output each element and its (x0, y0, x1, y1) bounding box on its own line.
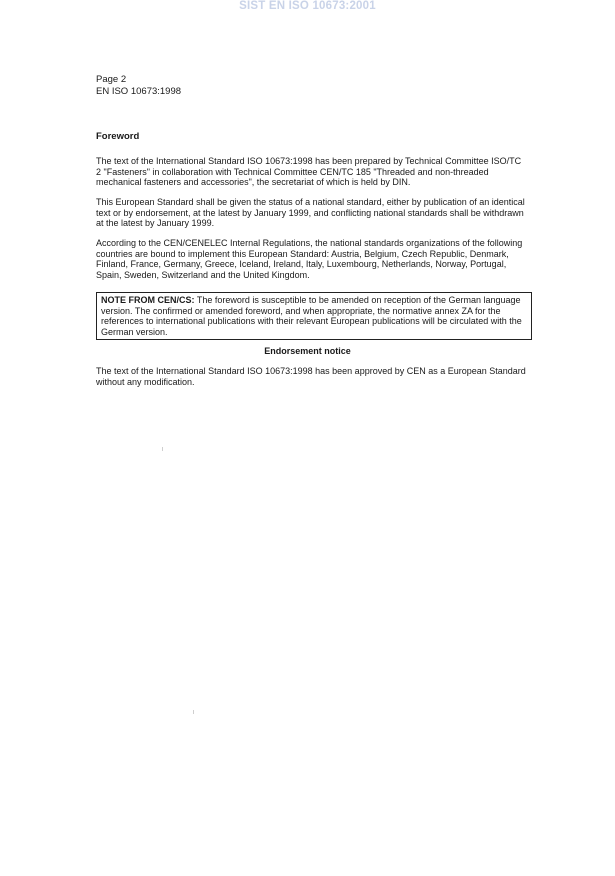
foreword-paragraph-1: The text of the International Standard ISO 10673:1998 has been prepared by Technical Committee ISO/TC 2 "Fasteners" in collaboration with Technical Committee CEN/TC 185 "Threaded and non-threaded mechanical fasteners and accessories", the secretariat of which is held by DIN. (96, 156, 522, 187)
standard-reference: EN ISO 10673:1998 (96, 86, 182, 97)
foreword-paragraph-2: This European Standard shall be given the status of a national standard, either by publication of an identical text or by endorsement, at the latest by January 1999, and conflicting national standards shall be withdrawn at the latest by January 1999. (96, 197, 525, 228)
note-label: NOTE FROM CEN/CS: (101, 295, 195, 305)
page-header (96, 74, 181, 98)
foreword-heading: Foreword (96, 131, 140, 142)
cen-cs-note-box (96, 292, 532, 340)
endorsement-heading: Endorsement notice (264, 346, 351, 356)
note-text: The foreword is susceptible to be amended on reception of the German language version. The confirmed or amended foreword, and when appropriate, the normative annex ZA for the references to international publications with their relevant European publications will be circulated with the German version. (101, 295, 522, 337)
scan-speck (162, 447, 163, 451)
scan-speck (193, 710, 194, 714)
document-watermark: SIST EN ISO 10673:2001 (239, 0, 376, 12)
endorsement-paragraph: The text of the International Standard ISO 10673:1998 has been approved by CEN as a European Standard without any modification. (96, 366, 526, 387)
page-number: Page 2 (96, 74, 127, 85)
foreword-paragraph-3: According to the CEN/CENELEC Internal Regulations, the national standards organizations of the following countries are bound to implement this European Standard: Austria, Belgium, Czech Republic, Denmark, Finland, France, Germany, Greece, Iceland, Ireland, Italy, Luxembourg, Netherlands, Norway, Portugal, Spain, Sweden, Switzerland and the United Kingdom. (96, 238, 523, 280)
